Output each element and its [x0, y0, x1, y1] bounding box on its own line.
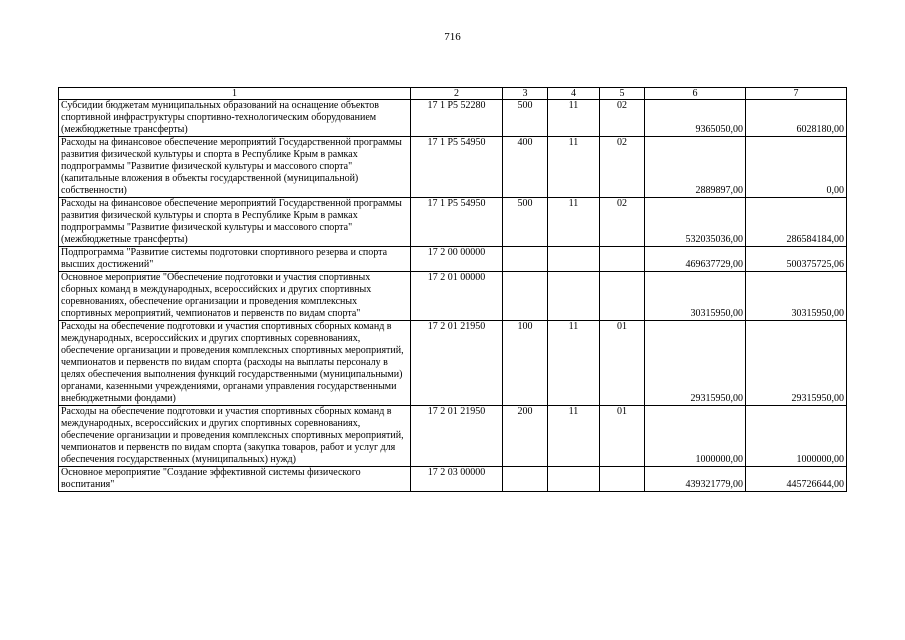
- row-value-6: 29315950,00: [645, 321, 746, 406]
- row-name: Подпрограмма "Развитие системы подготовки спортивного резерва и спорта высших достижений": [59, 247, 411, 272]
- row-value-7: 286584184,00: [746, 198, 847, 247]
- row-c3: 500: [503, 100, 548, 137]
- row-c5: [600, 272, 645, 321]
- row-name: Расходы на финансовое обеспечение мероприятий Государственной программы развития физической культуры и спорта в Республике Крым в рамках подпрограммы "Развитие физической культуры и массового спорта" (межбюджетные трансферты): [59, 198, 411, 247]
- row-c5: [600, 247, 645, 272]
- row-c5: 01: [600, 321, 645, 406]
- row-c3: 200: [503, 406, 548, 467]
- row-code: 17 2 01 00000: [411, 272, 503, 321]
- row-code: 17 1 P5 52280: [411, 100, 503, 137]
- row-name: Расходы на обеспечение подготовки и участия спортивных сборных команд в международных, всероссийских и других спортивных соревнованиях, обеспечение организации и проведения комплексных спортивных мероприятий, чемпионатов и первенств по видам спорта (расходы на выплаты персоналу в целях обеспечения выполнения функций государственными (муниципальными) органами, казенными учреждениями, органами управления государственными внебюджетными фондами): [59, 321, 411, 406]
- row-value-6: 469637729,00: [645, 247, 746, 272]
- row-name: Расходы на обеспечение подготовки и участия спортивных сборных команд в международных, всероссийских и других спортивных соревнованиях, обеспечение организации и проведения комплексных спортивных мероприятий, чемпионатов и первенств по видам спорта (закупка товаров, работ и услуг для обеспечения государственных (муниципальных) нужд): [59, 406, 411, 467]
- table-row: [59, 406, 847, 467]
- row-c4: 11: [548, 198, 600, 247]
- row-value-6: 9365050,00: [645, 100, 746, 137]
- row-c5: 01: [600, 406, 645, 467]
- header-col-4: 4: [548, 88, 600, 100]
- row-code: 17 2 01 21950: [411, 406, 503, 467]
- header-col-7: 7: [746, 88, 847, 100]
- row-value-7: 1000000,00: [746, 406, 847, 467]
- row-code: 17 2 00 00000: [411, 247, 503, 272]
- budget-table: [58, 87, 847, 492]
- row-value-6: 30315950,00: [645, 272, 746, 321]
- header-col-3: 3: [503, 88, 548, 100]
- row-c3: 500: [503, 198, 548, 247]
- row-code: 17 2 01 21950: [411, 321, 503, 406]
- row-value-6: 2889897,00: [645, 137, 746, 198]
- row-c3: [503, 467, 548, 492]
- table-row: [59, 198, 847, 247]
- row-c4: [548, 247, 600, 272]
- row-c4: 11: [548, 137, 600, 198]
- row-value-7: 445726644,00: [746, 467, 847, 492]
- row-c5: 02: [600, 198, 645, 247]
- table-row: [59, 272, 847, 321]
- row-c5: 02: [600, 137, 645, 198]
- header-row: [59, 88, 847, 100]
- table-row: [59, 321, 847, 406]
- row-c5: [600, 467, 645, 492]
- row-value-7: 29315950,00: [746, 321, 847, 406]
- row-c3: [503, 272, 548, 321]
- row-code: 17 1 P5 54950: [411, 137, 503, 198]
- table-row: [59, 137, 847, 198]
- row-code: 17 1 P5 54950: [411, 198, 503, 247]
- page-number: 716: [444, 31, 461, 43]
- row-code: 17 2 03 00000: [411, 467, 503, 492]
- table-row: [59, 100, 847, 137]
- row-value-7: 0,00: [746, 137, 847, 198]
- row-value-6: 1000000,00: [645, 406, 746, 467]
- row-c3: [503, 247, 548, 272]
- row-c4: 11: [548, 100, 600, 137]
- row-c3: 400: [503, 137, 548, 198]
- table-row: [59, 247, 847, 272]
- row-name: Основное мероприятие "Создание эффективной системы физического воспитания": [59, 467, 411, 492]
- row-c4: 11: [548, 321, 600, 406]
- header-col-5: 5: [600, 88, 645, 100]
- row-name: Расходы на финансовое обеспечение мероприятий Государственной программы развития физической культуры и спорта в Республике Крым в рамках подпрограммы "Развитие физической культуры и массового спорта" (капитальные вложения в объекты государственной (муниципальной) собственности): [59, 137, 411, 198]
- row-name: Субсидии бюджетам муниципальных образований на оснащение объектов спортивной инфраструктуры спортивно-технологическим оборудованием (межбюджетные трансферты): [59, 100, 411, 137]
- row-value-7: 6028180,00: [746, 100, 847, 137]
- header-col-6: 6: [645, 88, 746, 100]
- row-c3: 100: [503, 321, 548, 406]
- row-value-6: 439321779,00: [645, 467, 746, 492]
- row-c5: 02: [600, 100, 645, 137]
- row-value-7: 30315950,00: [746, 272, 847, 321]
- row-c4: 11: [548, 406, 600, 467]
- header-col-1: 1: [59, 88, 411, 100]
- row-c4: [548, 272, 600, 321]
- table-row: [59, 467, 847, 492]
- header-col-2: 2: [411, 88, 503, 100]
- row-value-7: 500375725,06: [746, 247, 847, 272]
- row-value-6: 532035036,00: [645, 198, 746, 247]
- row-c4: [548, 467, 600, 492]
- row-name: Основное мероприятие "Обеспечение подготовки и участия спортивных сборных команд в международных, всероссийских и других спортивных соревнованиях, обеспечение организации и проведения комплексных спортивных мероприятий, чемпионатов и первенств по видам спорта": [59, 272, 411, 321]
